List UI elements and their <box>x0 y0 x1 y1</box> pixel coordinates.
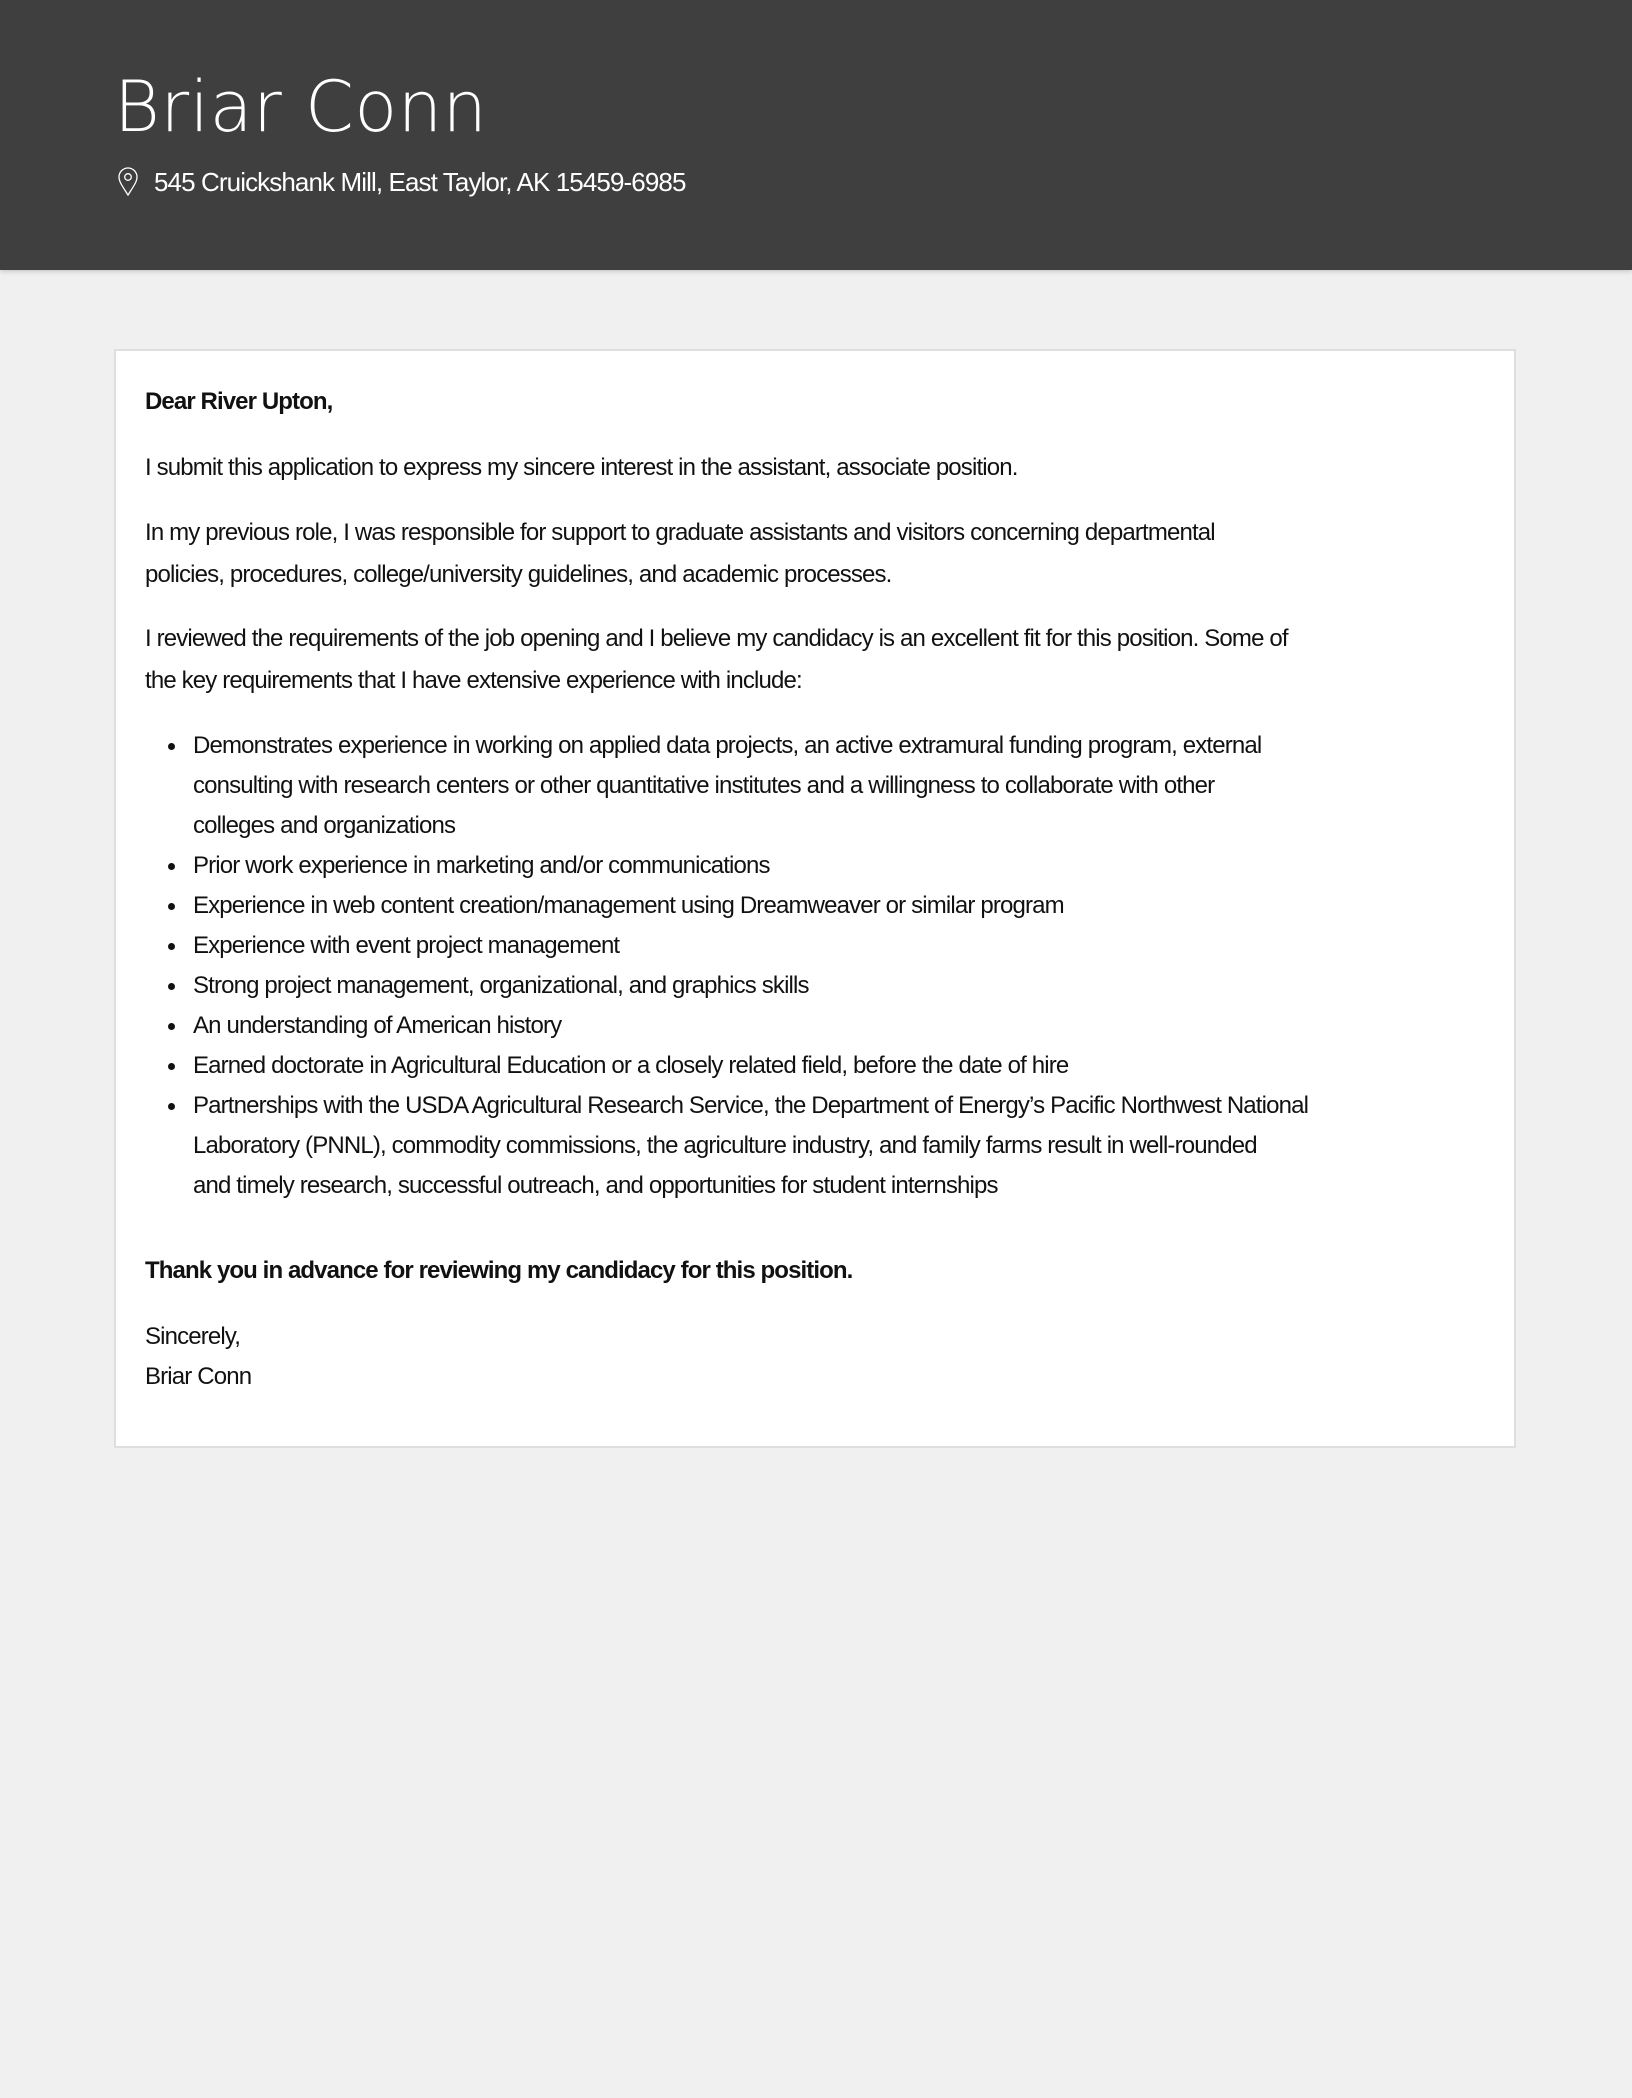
bullet-icon <box>168 983 175 990</box>
list-item: Strong project management, organizational, and graphics skills <box>193 966 1525 1006</box>
bullet-icon <box>168 1063 175 1070</box>
signature: Briar Conn <box>145 1363 252 1390</box>
list-item: Demonstrates experience in working on applied data projects, an active extramural funding program, external consulting with research centers or other quantitative institutes and a willingness to collaborate with other colleges and organizations <box>193 726 1525 846</box>
closing-line: Thank you in advance for reviewing my candidacy for this position. <box>145 1257 853 1284</box>
list-item: Partnerships with the USDA Agricultural Research Service, the Department of Energy’s Pacific Northwest National Laboratory (PNNL), commodity commissions, the agriculture industry, and family farms result in well-rounded and timely research, successful outreach, and opportunities for student internships <box>193 1086 1525 1206</box>
paragraph-line: policies, procedures, college/university guidelines, and academic processes. <box>145 561 892 588</box>
list-item: Experience with event project management <box>193 926 1525 966</box>
list-item: An understanding of American history <box>193 1006 1525 1046</box>
requirements-paragraph <box>145 618 1525 702</box>
bullet-icon <box>168 863 175 870</box>
previous-role-paragraph <box>145 512 1525 596</box>
intro-paragraph: I submit this application to express my sincere interest in the assistant, associate position. <box>145 454 1018 481</box>
paragraph-line: In my previous role, I was responsible for support to graduate assistants and visitors concerning departmental <box>145 519 1215 546</box>
list-item: Earned doctorate in Agricultural Education or a closely related field, before the date of hire <box>193 1046 1525 1086</box>
map-pin-icon <box>117 167 139 197</box>
greeting: Dear River Upton, <box>145 388 333 415</box>
bullet-icon <box>168 1103 175 1110</box>
address-text: 545 Cruickshank Mill, East Taylor, AK 15459-6985 <box>154 167 686 197</box>
header-banner <box>0 0 1632 270</box>
sign-off: Sincerely, <box>145 1323 241 1350</box>
bullet-icon <box>168 943 175 950</box>
bullet-icon <box>168 743 175 750</box>
paragraph-line: the key requirements that I have extensive experience with include: <box>145 667 802 694</box>
requirements-list <box>145 726 1525 1206</box>
paragraph-line: I reviewed the requirements of the job opening and I believe my candidacy is an excellent fit for this position. Some of <box>145 625 1288 652</box>
list-item: Experience in web content creation/management using Dreamweaver or similar program <box>193 886 1525 926</box>
address-row <box>117 166 686 198</box>
bullet-icon <box>168 903 175 910</box>
cover-letter-card <box>114 349 1516 1448</box>
bullet-icon <box>168 1023 175 1030</box>
list-item: Prior work experience in marketing and/or communications <box>193 846 1525 886</box>
applicant-name: Briar Conn <box>114 66 488 148</box>
